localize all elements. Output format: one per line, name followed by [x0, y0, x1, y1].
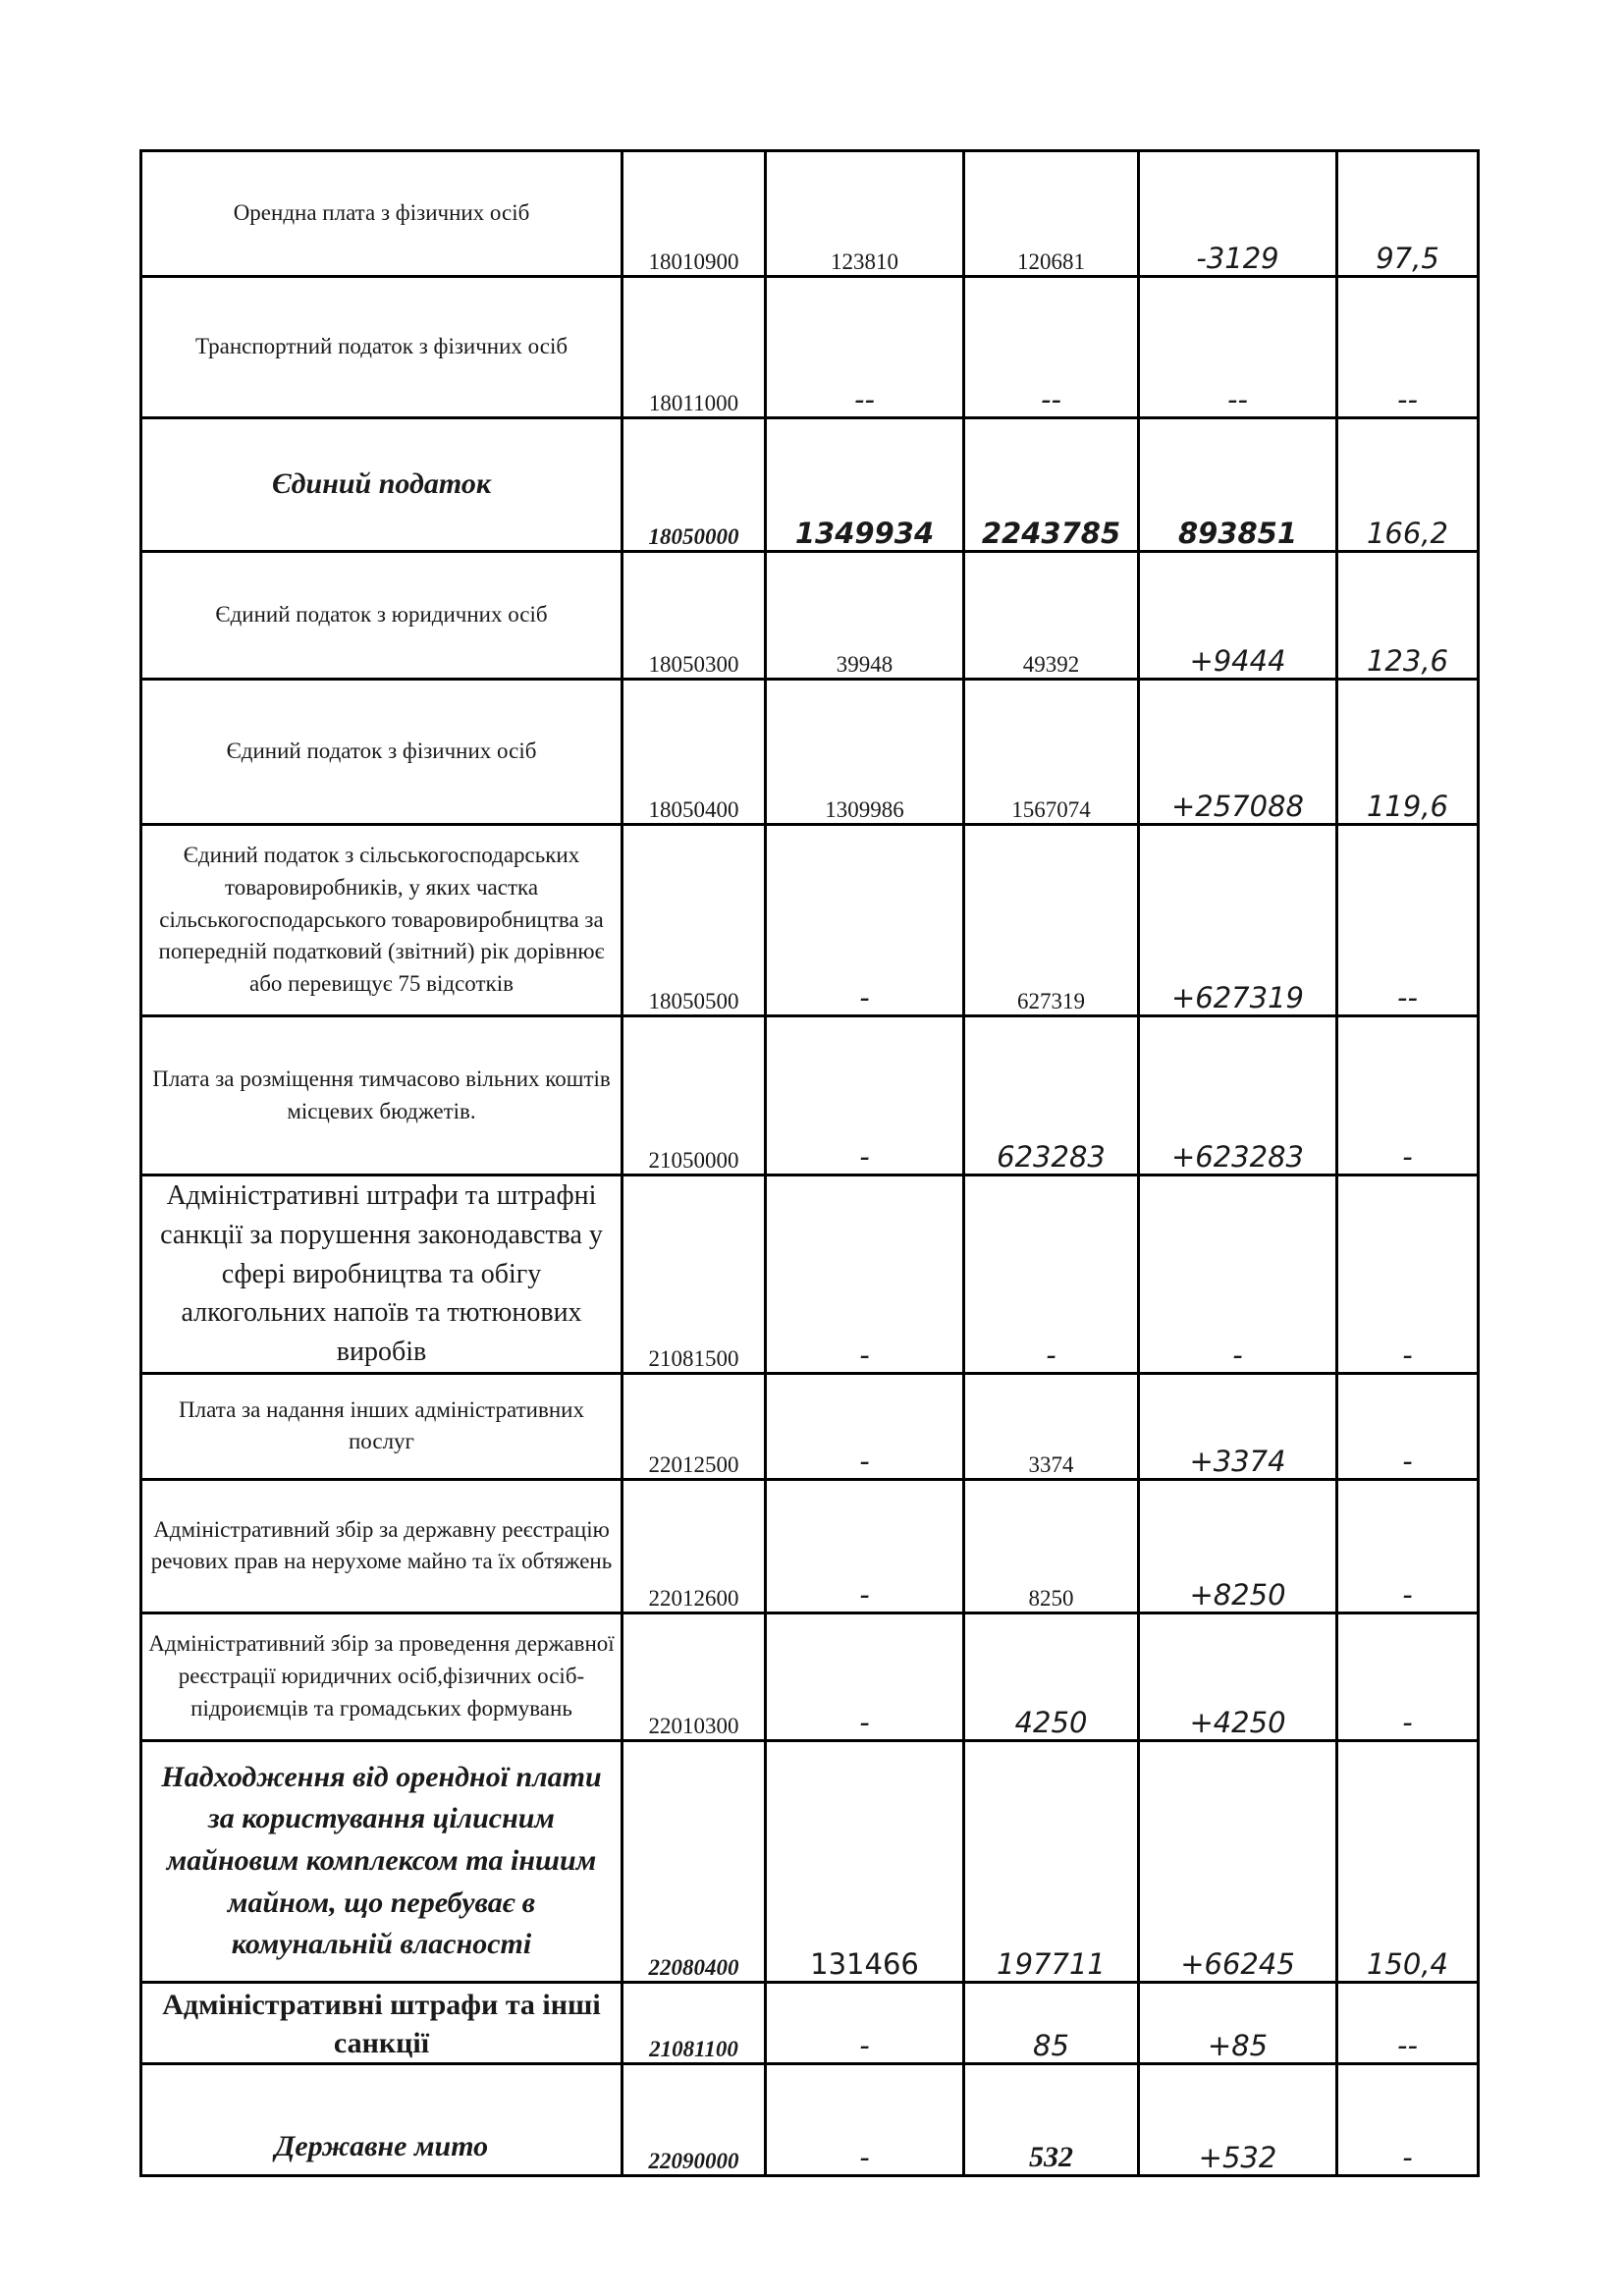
row-plan-value: 1349934 — [766, 418, 964, 552]
row-label: Єдиний податок з фізичних осіб — [141, 680, 623, 825]
table-row — [141, 418, 1479, 552]
row-percent-value: 97,5 — [1337, 151, 1479, 277]
row-code: 21081100 — [623, 1982, 766, 2063]
row-plan-value: - — [766, 825, 964, 1016]
row-deviation-value: +9444 — [1139, 552, 1337, 680]
row-label: Адміністративні штрафи та інші санкції — [141, 1982, 623, 2063]
row-actual-value: 4250 — [964, 1613, 1139, 1740]
table-row — [141, 825, 1479, 1016]
row-plan-value: - — [766, 1613, 964, 1740]
row-code: 18010900 — [623, 151, 766, 277]
row-code: 18011000 — [623, 277, 766, 418]
table-row — [141, 1479, 1479, 1613]
table-row — [141, 1175, 1479, 1374]
row-label: Єдиний податок — [141, 418, 623, 552]
row-code: 22090000 — [623, 2063, 766, 2175]
row-actual-value: 1567074 — [964, 680, 1139, 825]
row-actual-value: 3374 — [964, 1373, 1139, 1479]
row-deviation-value: +532 — [1139, 2063, 1337, 2175]
row-actual-value: 532 — [964, 2063, 1139, 2175]
row-deviation-value: +4250 — [1139, 1613, 1337, 1740]
row-actual-value: 49392 — [964, 552, 1139, 680]
row-actual-value: 623283 — [964, 1016, 1139, 1175]
row-label: Орендна плата з фізичних осіб — [141, 151, 623, 277]
row-plan-value: - — [766, 1175, 964, 1374]
row-plan-value: 1309986 — [766, 680, 964, 825]
row-label: Плата за розміщення тимчасово вільних коштів місцевих бюджетів. — [141, 1016, 623, 1175]
row-code: 18050000 — [623, 418, 766, 552]
row-percent-value: - — [1337, 1479, 1479, 1613]
row-percent-value: 166,2 — [1337, 418, 1479, 552]
row-deviation-value: +66245 — [1139, 1740, 1337, 1982]
row-plan-value: - — [766, 1373, 964, 1479]
row-plan-value: - — [766, 1479, 964, 1613]
row-percent-value: 150,4 — [1337, 1740, 1479, 1982]
row-plan-value: 131466 — [766, 1740, 964, 1982]
row-deviation-value: - — [1139, 1175, 1337, 1374]
row-deviation-value: +85 — [1139, 1982, 1337, 2063]
row-plan-value: 39948 — [766, 552, 964, 680]
table-row — [141, 1016, 1479, 1175]
revenue-table — [139, 149, 1480, 2177]
row-code: 22012500 — [623, 1373, 766, 1479]
row-label: Плата за надання інших адміністративних послуг — [141, 1373, 623, 1479]
row-actual-value: -- — [964, 277, 1139, 418]
row-plan-value: - — [766, 1982, 964, 2063]
row-actual-value: 85 — [964, 1982, 1139, 2063]
row-deviation-value: 893851 — [1139, 418, 1337, 552]
row-code: 21050000 — [623, 1016, 766, 1175]
row-deviation-value: +8250 — [1139, 1479, 1337, 1613]
row-label: Єдиний податок з сільськогосподарських товаровиробників, у яких частка сільськогосподарського товаровиробництва за попередній податковий (звітний) рік дорівнює або перевищує 75 відсотків — [141, 825, 623, 1016]
row-actual-value: 8250 — [964, 1479, 1139, 1613]
row-deviation-value: +623283 — [1139, 1016, 1337, 1175]
row-plan-value: -- — [766, 277, 964, 418]
row-plan-value: - — [766, 2063, 964, 2175]
row-deviation-value: +627319 — [1139, 825, 1337, 1016]
table-row — [141, 1373, 1479, 1479]
table-row — [141, 2063, 1479, 2175]
row-label: Транспортний податок з фізичних осіб — [141, 277, 623, 418]
row-percent-value: - — [1337, 2063, 1479, 2175]
row-deviation-value: -3129 — [1139, 151, 1337, 277]
row-actual-value: - — [964, 1175, 1139, 1374]
row-label: Надходження від орендної плати за користування цілисним майновим комплексом та іншим майном, що перебуває в комунальній власності — [141, 1740, 623, 1982]
row-label: Адміністративні штрафи та штрафні санкції за порушення законодавства у сфері виробництва та обігу алкогольних напоїв та тютюнових виробів — [141, 1175, 623, 1374]
row-deviation-value: +3374 — [1139, 1373, 1337, 1479]
row-label: Адміністративний збір за державну реєстрацію речових прав на нерухоме майно та їх обтяжень — [141, 1479, 623, 1613]
row-label: Адміністративний збір за проведення державної реєстрації юридичних осіб,фізичних осіб- підроиємців та громадських формувань — [141, 1613, 623, 1740]
row-deviation-value: +257088 — [1139, 680, 1337, 825]
table-row — [141, 151, 1479, 277]
row-actual-value: 2243785 — [964, 418, 1139, 552]
row-code: 22010300 — [623, 1613, 766, 1740]
row-percent-value: -- — [1337, 1982, 1479, 2063]
row-code: 21081500 — [623, 1175, 766, 1374]
row-percent-value: - — [1337, 1175, 1479, 1374]
table-row — [141, 552, 1479, 680]
row-percent-value: - — [1337, 1373, 1479, 1479]
row-actual-value: 120681 — [964, 151, 1139, 277]
table-row — [141, 680, 1479, 825]
row-percent-value: 123,6 — [1337, 552, 1479, 680]
row-actual-value: 197711 — [964, 1740, 1139, 1982]
row-label: Єдиний податок з юридичних осіб — [141, 552, 623, 680]
row-actual-value: 627319 — [964, 825, 1139, 1016]
row-label: Державне мито — [141, 2063, 623, 2175]
row-percent-value: - — [1337, 1016, 1479, 1175]
table-row — [141, 277, 1479, 418]
row-code: 22080400 — [623, 1740, 766, 1982]
row-plan-value: 123810 — [766, 151, 964, 277]
row-code: 18050300 — [623, 552, 766, 680]
table-row — [141, 1613, 1479, 1740]
table-row — [141, 1982, 1479, 2063]
row-percent-value: -- — [1337, 825, 1479, 1016]
row-code: 22012600 — [623, 1479, 766, 1613]
row-percent-value: - — [1337, 1613, 1479, 1740]
row-deviation-value: -- — [1139, 277, 1337, 418]
row-code: 18050500 — [623, 825, 766, 1016]
row-code: 18050400 — [623, 680, 766, 825]
row-plan-value: - — [766, 1016, 964, 1175]
row-percent-value: 119,6 — [1337, 680, 1479, 825]
row-percent-value: -- — [1337, 277, 1479, 418]
table-row — [141, 1740, 1479, 1982]
